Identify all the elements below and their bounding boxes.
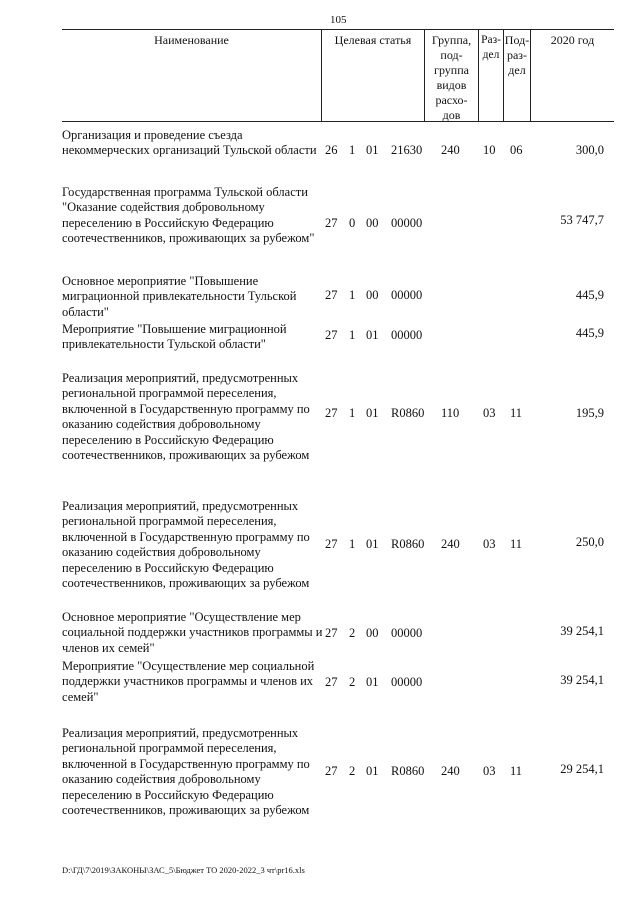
target-direction: R0860 [391, 406, 425, 420]
target-program: 27 [325, 406, 338, 420]
section: 03 [483, 537, 496, 551]
row-name: Реализация мероприятий, предусмотренных региональной программой переселения, включенной в Государственную программу по оказанию содействия добровольному переселению в Российскую Федерацию соотечественников, проживающих за рубежом [62, 726, 310, 818]
target-subprogram: 1 [349, 288, 356, 302]
target-event: 01 [366, 143, 379, 157]
header-section: Раз-дел [481, 34, 501, 61]
file-path-footer: D:\ГД\7\2019\ЗАКОНЫ\ЗАС_5\Бюджет ТО 2020-2022_3 чт\pr16.xls [62, 865, 305, 875]
row-name: Государственная программа Тульской области "Оказание содействия добровольному переселению в Российскую Федерацию соотечественников, проживающих за рубежом" [62, 185, 315, 246]
row-name: Мероприятие "Осуществление мер социальной поддержки участников программы и членов их семей" [62, 659, 315, 704]
target-event: 01 [366, 406, 379, 420]
header-target-article: Целевая статья [334, 33, 412, 47]
target-program: 27 [325, 626, 338, 640]
target-subprogram: 2 [349, 626, 356, 640]
header-group-line: Группа, [431, 33, 472, 47]
section: 03 [483, 764, 496, 778]
row-name: Организация и проведение съезда некоммерческих организаций Тульской области [62, 128, 317, 158]
subsection: 11 [510, 406, 523, 420]
amount-2020: 39 254,1 [560, 673, 604, 687]
row-name: Мероприятие "Повышение миграционной привлекательности Тульской области" [62, 322, 287, 352]
target-program: 27 [325, 675, 338, 689]
target-event: 01 [366, 537, 379, 551]
amount-2020: 53 747,7 [560, 213, 604, 227]
page-number: 105 [330, 14, 347, 26]
header-group [425, 33, 478, 123]
target-program: 27 [325, 537, 338, 551]
header-group-line: видов [436, 78, 467, 92]
subsection: 06 [510, 143, 523, 157]
amount-2020: 300,0 [575, 143, 604, 157]
row-name: Реализация мероприятий, предусмотренных региональной программой переселения, включенной в Государственную программу по оказанию содействия добровольному переселению в Российскую Федерацию соотечественников, проживающих за рубежом [62, 371, 310, 463]
target-direction: R0860 [391, 537, 425, 551]
header-top-border [62, 29, 614, 30]
row-name: Основное мероприятие "Осуществление мер социальной поддержки участников программы и членов их семей" [62, 610, 323, 655]
target-direction: 00000 [391, 675, 423, 689]
amount-2020: 39 254,1 [560, 624, 604, 638]
target-subprogram: 1 [349, 328, 356, 342]
amount-2020: 445,9 [575, 326, 604, 340]
header-subsection-line: дел [508, 63, 526, 77]
expense-group: 240 [441, 537, 460, 551]
header-subsection-line: Под- [504, 33, 530, 47]
target-subprogram: 1 [349, 406, 356, 420]
target-direction: 00000 [391, 216, 423, 230]
header-group-line: группа [434, 63, 469, 77]
target-subprogram: 0 [349, 216, 356, 230]
target-direction: 00000 [391, 328, 423, 342]
target-event: 01 [366, 328, 379, 342]
section: 10 [483, 143, 496, 157]
target-event: 01 [366, 764, 379, 778]
subsection: 11 [510, 537, 523, 551]
target-event: 00 [366, 626, 379, 640]
target-program: 27 [325, 216, 338, 230]
amount-2020: 195,9 [575, 406, 604, 420]
target-subprogram: 1 [349, 537, 356, 551]
target-event: 00 [366, 216, 379, 230]
amount-2020: 250,0 [575, 535, 604, 549]
expense-group: 110 [441, 406, 460, 420]
expense-group: 240 [441, 764, 460, 778]
target-program: 26 [325, 143, 338, 157]
expense-group: 240 [441, 143, 460, 157]
row-name: Основное мероприятие "Повышение миграционной привлекательности Тульской области" [62, 274, 297, 319]
target-direction: 00000 [391, 626, 423, 640]
amount-2020: 29 254,1 [560, 762, 604, 776]
amount-2020: 445,9 [575, 288, 604, 302]
target-subprogram: 2 [349, 764, 356, 778]
header-bottom-border [62, 121, 614, 122]
header-name: Наименование [154, 33, 229, 47]
target-program: 27 [325, 764, 338, 778]
target-program: 27 [325, 328, 338, 342]
row-name: Реализация мероприятий, предусмотренных региональной программой переселения, включенной в Государственную программу по оказанию содействия добровольному переселению в Российскую Федерацию соотечественников, проживающих за рубежом [62, 499, 310, 591]
header-subsection [504, 33, 530, 78]
header-group-line: расхо- [435, 93, 468, 107]
target-program: 27 [325, 288, 338, 302]
header-year: 2020 год [550, 33, 595, 47]
header-group-line: под- [440, 48, 463, 62]
subsection: 11 [510, 764, 523, 778]
header-group-line: дов [442, 108, 461, 122]
target-subprogram: 2 [349, 675, 356, 689]
target-direction: 21630 [391, 143, 423, 157]
section: 03 [483, 406, 496, 420]
target-event: 01 [366, 675, 379, 689]
target-subprogram: 1 [349, 143, 356, 157]
target-direction: R0860 [391, 764, 425, 778]
target-direction: 00000 [391, 288, 423, 302]
target-event: 00 [366, 288, 379, 302]
header-subsection-line: раз- [506, 48, 528, 62]
